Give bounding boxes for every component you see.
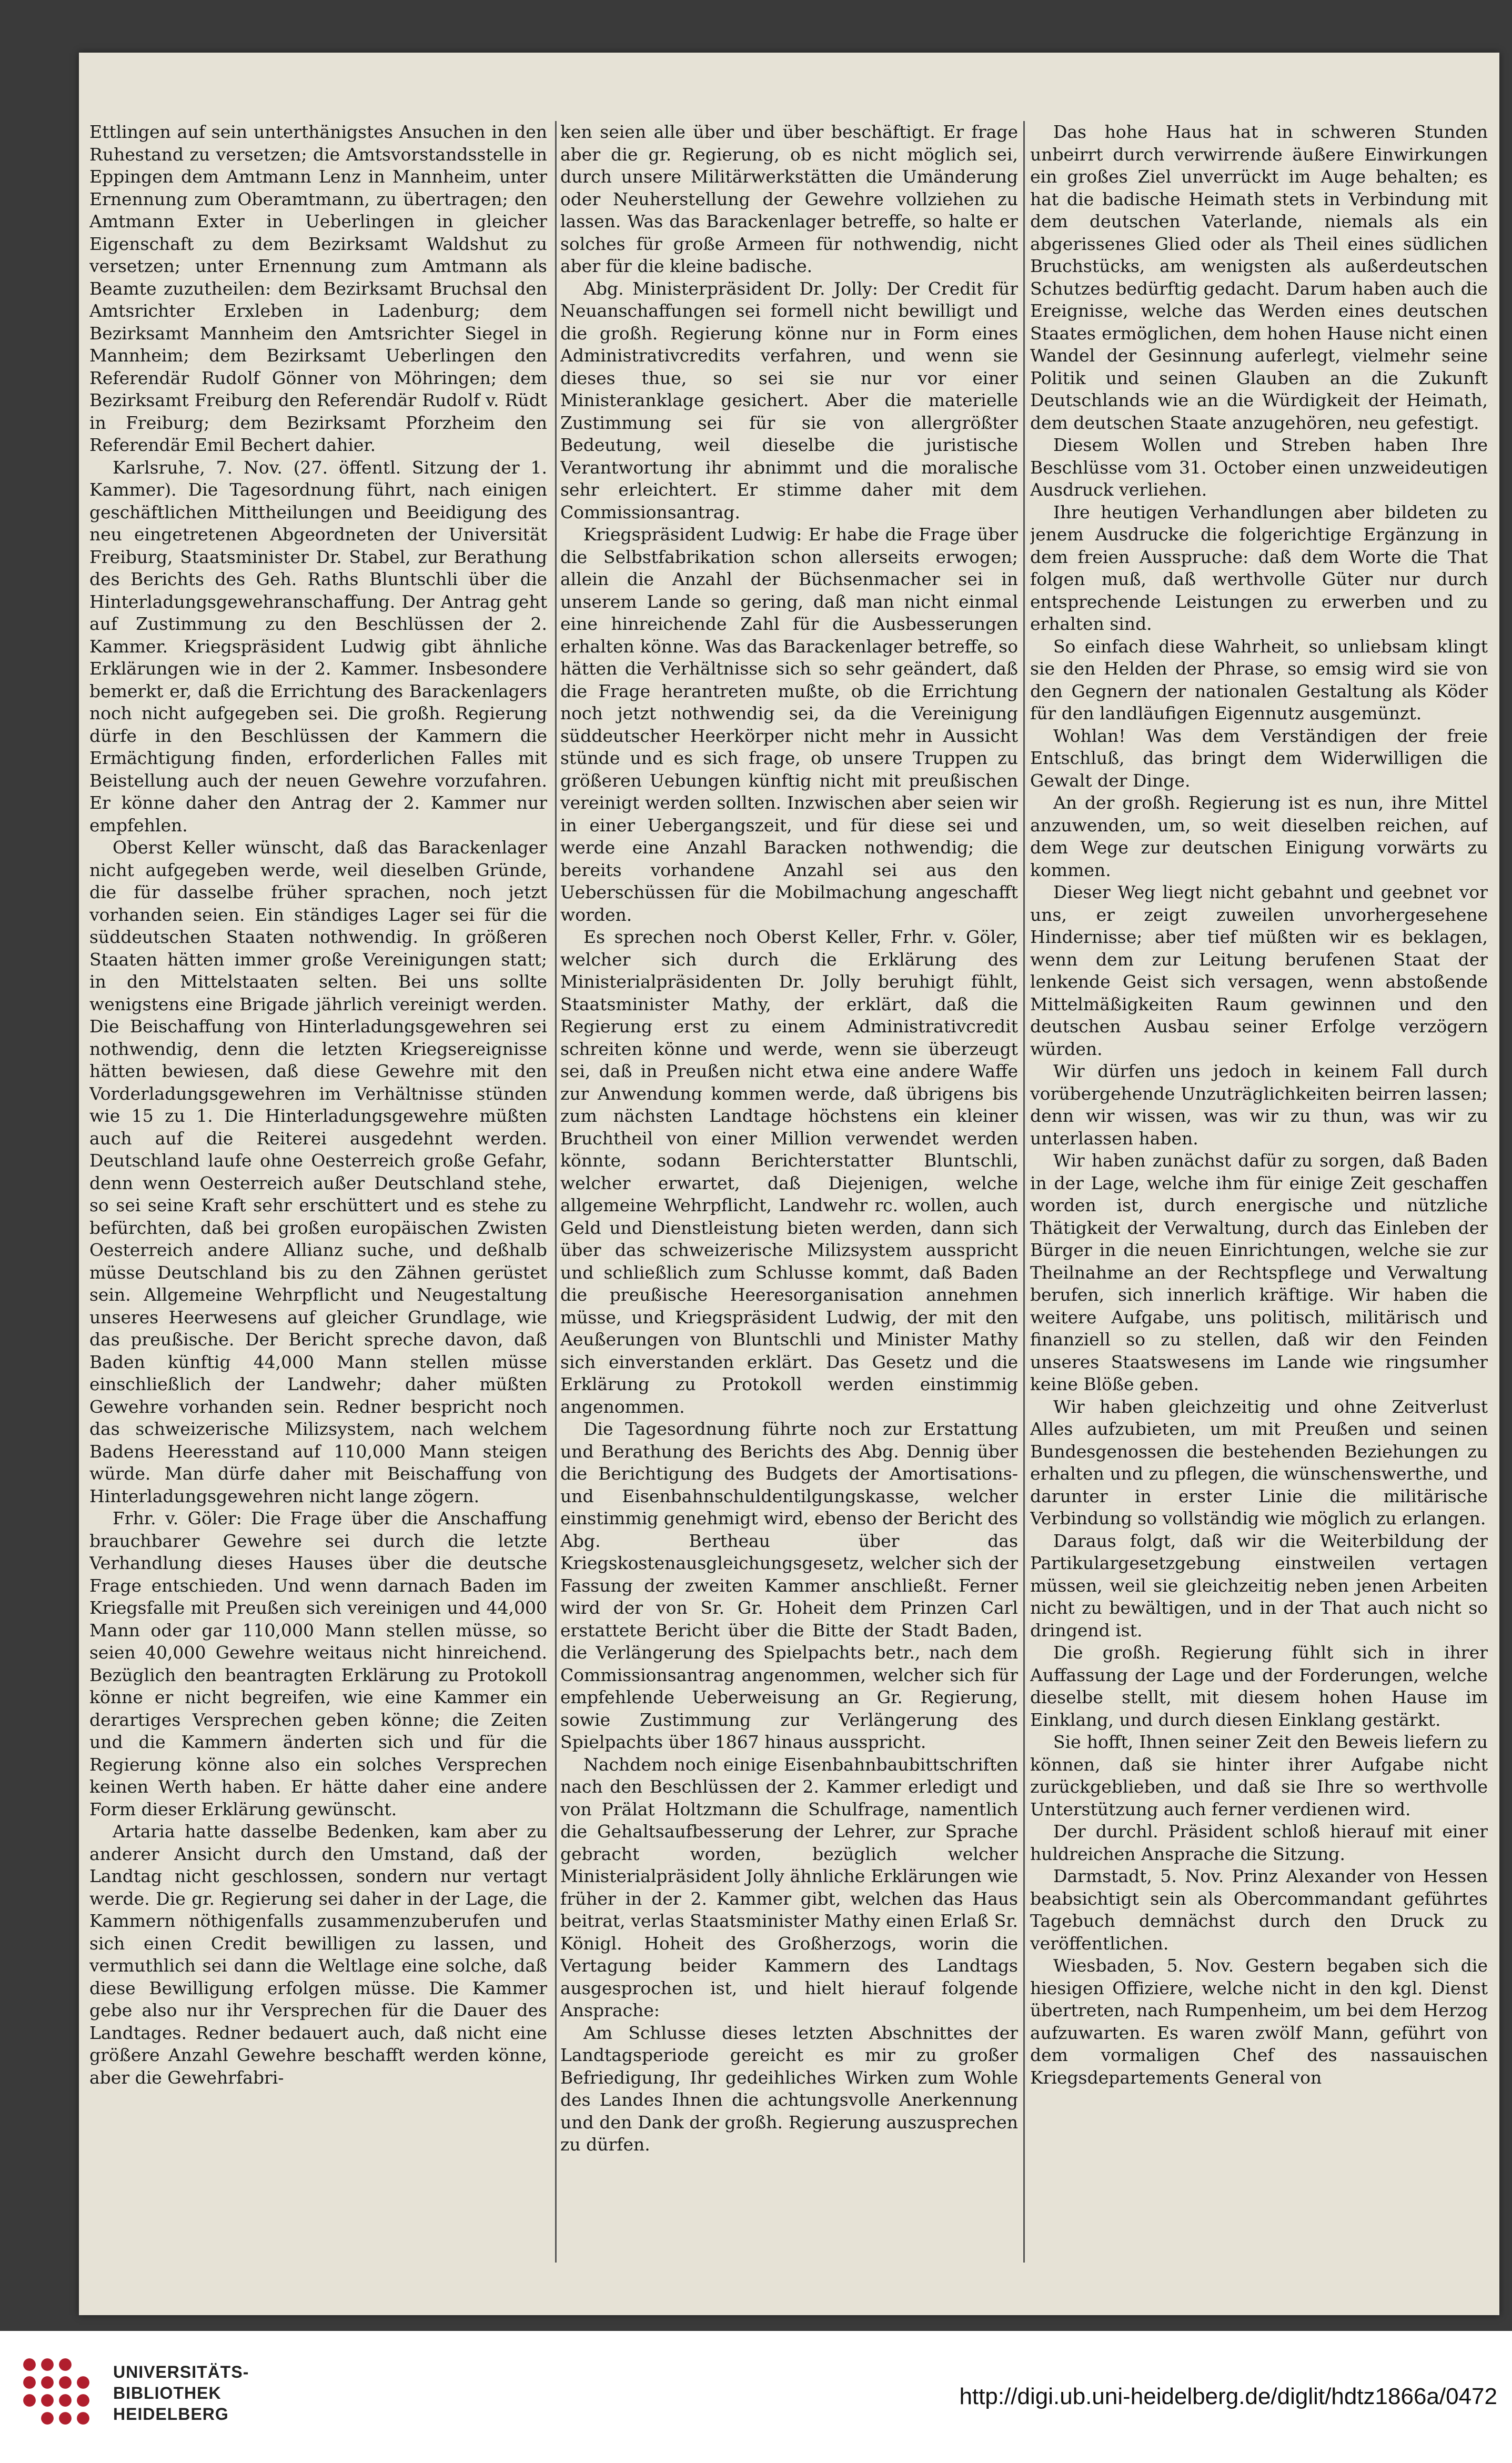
article-paragraph: Artaria hatte dasselbe Bedenken, kam aber zu anderer Ansicht durch den Umstand, daß der Landtag nicht geschlossen, sondern nur vertagt werde. Die gr. Regierung sei daher in der Lage, die Kammern nöthigenfalls zusammenzuberufen und sich einen Credit bewilligen zu lassen, und vermuthlich sei dann die Weltlage eine solche, daß diese Bewilligung erfolgen müsse. Die Kammer gebe also nur ihr Versprechen für die Dauer des Landtages. Redner bedauert auch, daß nicht eine größere Anzahl Gewehre beschafft werden könne, aber die Gewehrfabri- xyxy=(89,1821,547,2088)
library-logo-icon xyxy=(12,2347,101,2436)
article-paragraph: Sie hofft, Ihnen seiner Zeit den Beweis liefern zu können, daß sie hinter ihrer Aufgabe nicht zurückgeblieben, und daß sie Ihre so werthvolle Unterstützung auch ferner verdienen wird. xyxy=(1030,1732,1488,1819)
article-paragraph: Nachdem noch einige Eisenbahnbaubittschriften nach den Beschlüssen der 2. Kammer erledigt und von Prälat Holtzmann die Schulfrage, namentlich die Gehaltsaufbesserung der Lehrer, zur Sprache gebracht worden, bezüglich welcher Ministerialpräsident Jolly ähnliche Erklärungen wie früher in der 2. Kammer gibt, welchen das Haus beitrat, verlas Staatsminister Mathy einen Erlaß Sr. Königl. Hoheit des Großherzogs, worin die Vertagung beider Kammern des Landtags ausgesprochen ist, und hielt hierauf folgende Ansprache: xyxy=(560,1754,1018,2020)
article-paragraph: Ettlingen auf sein unterthänigstes Ansuchen in den Ruhestand zu versetzen; die Amtsvorstandsstelle in Eppingen dem Amtmann Lenz in Mannheim, unter Ernennung zum Oberamtmann, zu übertragen; den Amtmann Exter in Ueberlingen in gleicher Eigenschaft zu dem Bezirksamt Waldshut zu versetzen; unter Ernennung zum Amtmann als Beamte zuzutheilen: dem Bezirksamt Bruchsal den Amtsrichter Erxleben in Ladenburg; dem Bezirksamt Mannheim den Amtsrichter Siegel in Mannheim; dem Bezirksamt Ueberlingen den Referendär Rudolf Gönner von Möhringen; dem Bezirksamt Freiburg den Referendär Rudolf v. Rüdt in Freiburg; dem Bezirksamt Pforzheim den Referendär Emil Bechert dahier. xyxy=(89,122,547,455)
article-paragraph: Das hohe Haus hat in schweren Stunden unbeirrt durch verwirrende äußere Einwirkungen ein großes Ziel unverrückt im Auge behalten; es hat die badische Heimath stets in Verbindung mit dem deutschen Vaterlande, niemals als ein abgerissenes Glied oder als Theil eines südlichen Bruchstücks, am wenigsten als außerdeutschen Schutzes bedürftig gedacht. Darum haben auch die Ereignisse, welche das Werden eines deutschen Staates ermöglichen, dem hohen Hause nicht einen Wandel der Gesinnung auferlegt, vielmehr seine Politik und seinen Glauben an die Zukunft Deutschlands wie an die Würdigkeit der Heimath, dem deutschen Staate anzugehören, neu gefestigt. xyxy=(1030,122,1488,433)
article-paragraph: Daraus folgt, daß wir die Weiterbildung der Partikulargesetzgebung einstweilen vertagen müssen, weil sie gleichzeitig neben jenen Arbeiten nicht zu bewältigen, und in der That auch nicht so dringend ist. xyxy=(1030,1530,1488,1641)
article-paragraph: ken seien alle über und über beschäftigt. Er frage aber die gr. Regierung, ob es nicht möglich sei, durch unsere Militärwerkstätten die Umänderung oder Neuherstellung der Gewehre vollziehen zu lassen. Was das Barackenlager betreffe, so halte er solches für große Armeen für nothwendig, nicht aber für die kleine badische. xyxy=(560,122,1018,276)
article-paragraph: An der großh. Regierung ist es nun, ihre Mittel anzuwenden, um, so weit dieselben reichen, auf dem Wege zur deutschen Einigung vorwärts zu kommen. xyxy=(1030,792,1488,880)
library-name-line: UNIVERSITÄTS- xyxy=(113,2363,249,2381)
article-paragraph: Diesem Wollen und Streben haben Ihre Beschlüsse vom 31. October einen unzweideutigen Ausdruck verliehen. xyxy=(1030,435,1488,500)
article-paragraph: Es sprechen noch Oberst Keller, Frhr. v. Göler, welcher sich durch die Erklärung des Ministerialpräsidenten Dr. Jolly beruhigt fühlt, Staatsminister Mathy, der erklärt, daß die Regierung erst zu einem Administrativcredit schreiten könne und werde, wenn sie überzeugt sei, daß in Preußen nicht etwa eine andere Waffe zur Anwendung kommen werde, daß übrigens bis zum nächsten Landtage höchstens ein kleiner Bruchtheil von einer Million verwendet werden könnte, sodann Berichterstatter Bluntschli, welcher erwartet, daß Diejenigen, welche allgemeine Wehrpflicht, Landwehr rc. wollen, auch Geld und Dienstleistung bieten werden, dann sich über das schweizerische Milizsystem ausspricht und schließlich zum Schlusse kommt, daß Baden die preußische Heeresorganisation annehmen müsse, und Kriegspräsident Ludwig, der mit den Aeußerungen von Bluntschli und Minister Mathy sich einverstanden erklärt. Das Gesetz und die Erklärung zu Protokoll werden einstimmig angenommen. xyxy=(560,927,1018,1417)
article-paragraph: Wir dürfen uns jedoch in keinem Fall durch vorübergehende Unzuträglichkeiten beirren lassen; denn wir wissen, was wir zu thun, was wir zu unterlassen haben. xyxy=(1030,1061,1488,1149)
column-2 xyxy=(560,121,1018,2331)
article-paragraph: Frhr. v. Göler: Die Frage über die Anschaffung brauchbarer Gewehre sei durch die letzte Verhandlung dieses Hauses über die deutsche Frage entschieden. Und wenn darnach Baden im Kriegsfalle mit Preußen sich vereinigen und 44,000 Mann oder gar 110,000 Mann stellen müsse, so seien 40,000 Gewehre weitaus nicht hinreichend. Bezüglich den beantragten Erklärung zu Protokoll könne er nicht begreifen, wie eine Kammer ein derartiges Versprechen geben könne; die Zeiten und die Kammern änderten sich und für die Regierung könne also ein solches Versprechen keinen Werth haben. Er hätte daher eine andere Form dieser Erklärung gewünscht. xyxy=(89,1508,547,1819)
library-name-line: BIBLIOTHEK xyxy=(113,2384,221,2402)
article-paragraph: Wiesbaden, 5. Nov. Gestern begaben sich die hiesigen Offiziere, welche nicht in den kgl. Dienst übertreten, nach Rumpenheim, um bei dem Herzog aufzuwarten. Es waren zwölf Mann, geführt von dem vormaligen Chef des nassauischen Kriegsdepartements General von xyxy=(1030,1955,1488,2088)
article-paragraph: Wohlan! Was dem Verständigen der freie Entschluß, das bringt dem Widerwilligen die Gewalt der Dinge. xyxy=(1030,725,1488,791)
newspaper-page xyxy=(79,53,1499,2315)
article-paragraph: Die großh. Regierung fühlt sich in ihrer Auffassung der Lage und der Forderungen, welche dieselbe stellt, mit diesem hohen Hause im Einklang, und durch diesen Einklang gestärkt. xyxy=(1030,1642,1488,1730)
article-paragraph: Abg. Ministerpräsident Dr. Jolly: Der Credit für Neuanschaffungen sei formell nicht bewilligt und die großh. Regierung könne nur in Form eines Administrativcredits verfahren, und wenn sie dieses thue, so sei sie nur vor einer Ministeranklage gesichert. Aber die materielle Zustimmung sei für sie von allergrößter Bedeutung, weil dieselbe die juristische Verantwortung ihr abnimmt und die moralische sehr erleichtert. Er stimme daher mit dem Commissionsantrag. xyxy=(560,278,1018,522)
column-3 xyxy=(1030,121,1488,2331)
article-paragraph: Wir haben gleichzeitig und ohne Zeitverlust Alles aufzubieten, um mit Preußen und seinen Bundesgenossen die bestehenden Beziehungen zu erhalten und zu pflegen, die wünschenswerthe, und darunter in erster Linie die militärische Verbindung so vollständig wie möglich zu erlangen. xyxy=(1030,1396,1488,1529)
column-1 xyxy=(89,121,547,2331)
article-paragraph: Die Tagesordnung führte noch zur Erstattung und Berathung des Berichts des Abg. Dennig über die Berichtigung des Budgets der Amortisations- und Eisenbahnschuldentilgungskasse, welcher einstimmig genehmigt wird, ebenso der Bericht des Abg. Bertheau über das Kriegskostenausgleichungsgesetz, welcher sich der Fassung der zweiten Kammer anschließt. Ferner wird der von Sr. Gr. Hoheit dem Prinzen Carl erstattete Bericht über die Bitte der Stadt Baden, die Verlängerung des Spielpachts betr., nach dem Commissionsantrag angenommen, welcher sich für empfehlende Ueberweisung an Gr. Regierung, sowie Zustimmung zur Verlängerung des Spielpachts über 1867 hinaus ausspricht. xyxy=(560,1419,1018,1752)
library-name-line: HEIDELBERG xyxy=(113,2405,229,2424)
article-paragraph: Am Schlusse dieses letzten Abschnittes der Landtagsperiode gereicht es mir zu großer Befriedigung, Ihr gedeihliches Wirken zum Wohle des Landes Ihnen die achtungsvolle Anerkennung und den Dank der großh. Regierung auszusprechen zu dürfen. xyxy=(560,2022,1018,2155)
article-paragraph: So einfach diese Wahrheit, so unliebsam klingt sie den Helden der Phrase, so emsig wird sie von den Gegnern der nationalen Gestaltung als Köder für den landläufigen Eigennutz ausgemünzt. xyxy=(1030,636,1488,723)
library-name xyxy=(113,2361,249,2425)
article-paragraph: Oberst Keller wünscht, daß das Barackenlager nicht aufgegeben werde, weil dieselben Gründe, die für dasselbe früher sprachen, noch jetzt vorhanden seien. Ein ständiges Lager sei für die süddeutschen Staaten nothwendig. In größeren Staaten hätten immer große Vereinigungen statt; in den Mittelstaaten selten. Bei uns sollte wenigstens eine Brigade jährlich vereinigt werden. Die Beischaffung von Hinterladungsgewehren sei nothwendig, denn die letzten Kriegsereignisse hätten bewiesen, daß diese Gewehre mit den Vorderladungsgewehren im Verhältnisse stünden wie 15 zu 1. Die Hinterladungsgewehre müßten auch auf die Reiterei ausgedehnt werden. Deutschland laufe ohne Oesterreich große Gefahr, denn wenn Oesterreich außer Deutschland stehe, so sei seine Kraft sehr erschüttert und es stehe zu befürchten, daß bei großen europäischen Zwisten Oesterreich andere Allianz suche, und deßhalb müsse Deutschland bis zu den Zähnen gerüstet sein. Allgemeine Wehrpflicht und Neugestaltung unseres Heerwesens auf gleicher Grundlage, wie das preußische. Der Bericht spreche davon, daß Baden künftig 44,000 Mann stellen müsse einschließlich der Landwehr; daher müßten Gewehre vorhanden sein. Redner bespricht noch das schweizerische Milizsystem, nach welchem Badens Heeresstand auf 110,000 Mann steigen würde. Man dürfe daher mit Beischaffung von Hinterladungsgewehren nicht lange zögern. xyxy=(89,837,547,1506)
article-paragraph: Kriegspräsident Ludwig: Er habe die Frage über die Selbstfabrikation schon allerseits erwogen; allein die Anzahl der Büchsenmacher sei in unserem Lande so gering, daß man nicht einmal eine hinreichende Zahl für die Ausbesserungen erhalten könne. Was das Barackenlager betreffe, so hätten die Verhältnisse sich so sehr geändert, daß die Frage herantreten mußte, ob die Errichtung noch jetzt nothwendig sei, da die Vereinigung süddeutscher Heerkörper nicht mehr in Aussicht stünde und es sich frage, ob unsere Truppen zu größeren Uebungen künftig nicht mit preußischen vereinigt werden sollten. Inzwischen aber seien wir in einer Uebergangszeit, und für diese sei und werde eine Anzahl Baracken nothwendig; die bereits vorhandene Anzahl sei aus den Ueberschüssen für die Mobilmachung angeschafft worden. xyxy=(560,524,1018,925)
article-paragraph: Dieser Weg liegt nicht gebahnt und geebnet vor uns, er zeigt zuweilen unvorhergesehene Hindernisse; aber tief müßten wir es beklagen, wenn dem zur Leitung berufenen Staat der lenkende Geist sich versagen, wenn abstoßende Mittelmäßigkeiten Raum gewinnen und den deutschen Ausbau seiner Erfolge verzögern würden. xyxy=(1030,882,1488,1059)
article-paragraph: Wir haben zunächst dafür zu sorgen, daß Baden in der Lage, welche ihm für einige Zeit geschaffen worden ist, durch energische und nützliche Thätigkeit der Verwaltung, durch das Einleben der Bürger in die neuen Einrichtungen, welche sie zur Theilnahme an der Rechtspflege und Verwaltung berufen, sich innerlich kräftige. Wir haben die weitere Aufgabe, uns politisch, militärisch und finanziell so zu stellen, daß wir den Feinden unseres Staatswesens im Lande wie ringsumher keine Blöße geben. xyxy=(1030,1150,1488,1394)
article-paragraph: Darmstadt, 5. Nov. Prinz Alexander von Hessen beabsichtigt sein als Obercommandant geführtes Tagebuch demnächst durch den Druck zu veröffentlichen. xyxy=(1030,1866,1488,1954)
source-url-link[interactable]: http://digi.ub.uni-heidelberg.de/diglit/hdtz1866a/0472 xyxy=(959,2384,1497,2409)
column-divider xyxy=(1023,121,1025,2263)
article-paragraph: Ihre heutigen Verhandlungen aber bildeten zu jenem Ausdrucke die folgerichtige Ergänzung in dem freien Ausspruche: daß dem Worte die That folgen muß, daß werthvolle Güter nur durch entsprechende Leistungen zu erwerben und zu erhalten sind. xyxy=(1030,501,1488,634)
viewer-footer xyxy=(0,2331,1512,2463)
article-paragraph: Karlsruhe, 7. Nov. (27. öffentl. Sitzung der 1. Kammer). Die Tagesordnung führt, nach einigen geschäftlichen Mittheilungen und Beeidigung des neu eingetretenen Abgeordneten der Universität Freiburg, Staatsminister Dr. Stabel, zur Berathung des Berichts des Geh. Raths Bluntschli über die Hinterladungsgewehranschaffung. Der Antrag geht auf Zustimmung zu den Beschlüssen der 2. Kammer. Kriegspräsident Ludwig gibt ähnliche Erklärungen wie in der 2. Kammer. Insbesondere bemerkt er, daß die Errichtung des Barackenlagers noch nicht aufgegeben sei. Die großh. Regierung dürfe in den Beschlüssen der Kammern die Ermächtigung finden, erforderlichen Falles mit Beistellung auch der neuen Gewehre vorzufahren. Er könne daher den Antrag der 2. Kammer nur empfehlen. xyxy=(89,457,547,836)
column-divider xyxy=(555,121,557,2263)
article-paragraph: Der durchl. Präsident schloß hierauf mit einer huldreichen Ansprache die Sitzung. xyxy=(1030,1821,1488,1864)
